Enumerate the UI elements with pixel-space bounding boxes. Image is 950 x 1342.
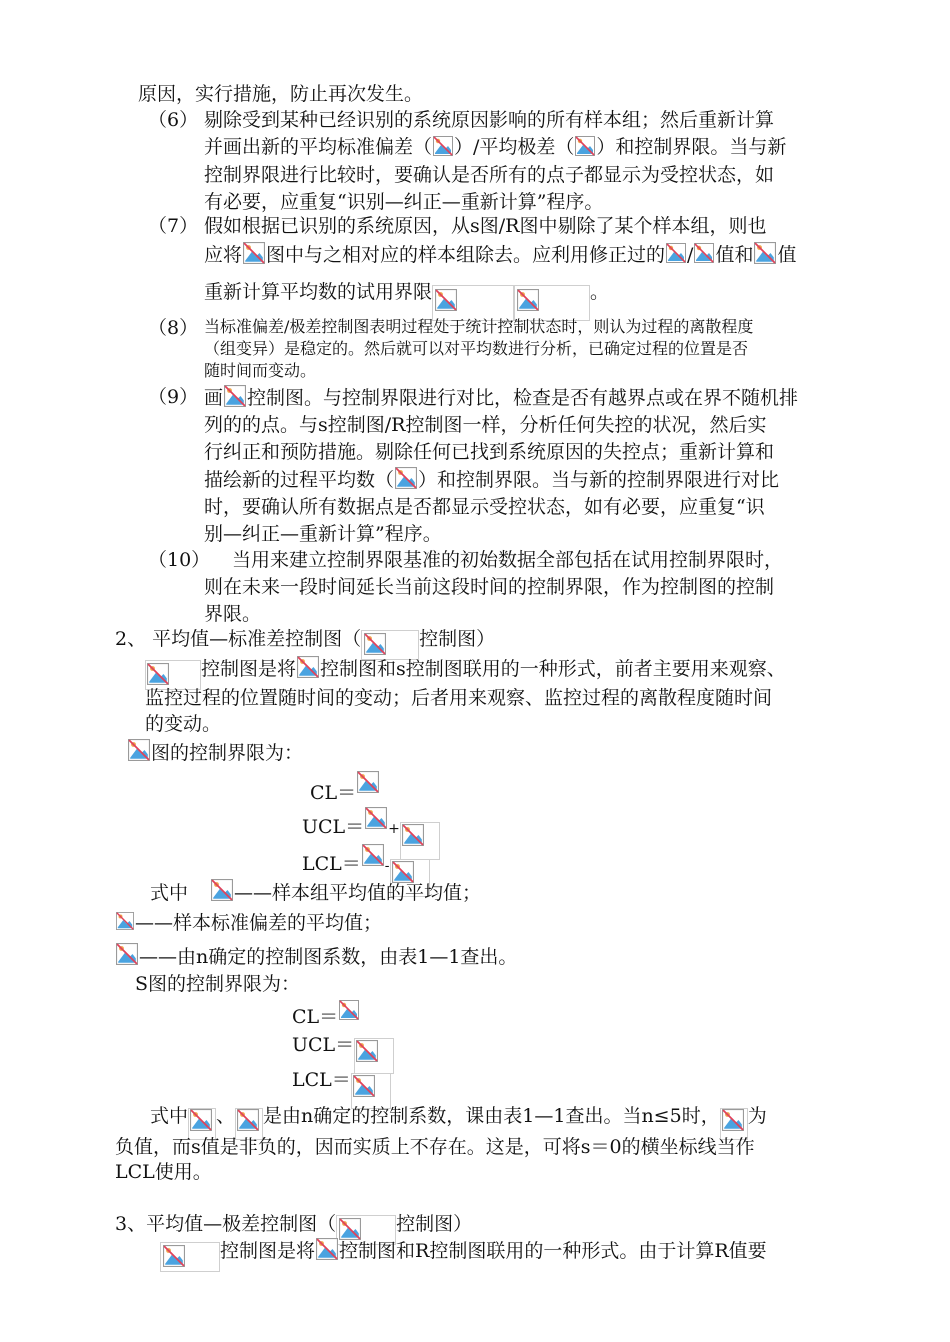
r-bar-revised-image-icon [694,242,714,264]
item-6-number: （6） [148,109,199,131]
section-3-heading-text-a: 3、平均值—极差控制图（ [115,1213,337,1235]
x-bar-symbol-section-3-icon [316,1238,338,1260]
item-8-line-3: 随时间而变动。 [204,361,317,380]
item-8-line-1: 当标准偏差/极差控制图表明过程处于统计控制状态时，则认为过程的离散程度 [204,317,754,336]
note-text-c: 是由n确定的控制系数，课由表1—1查出。当n≤5时， [263,1105,720,1127]
trial-limit-formula-1-icon [435,289,457,311]
item-7-text-b: 图中与之相对应的样本组除去。应利用修正过的 [266,244,666,266]
r-bar-image-icon [575,136,595,156]
b4-s-bar-icon [356,1040,378,1062]
section-2-text-b: 控制图和s控制图联用的一种形式，前者主要用来观察、 [320,658,786,680]
section-2-text-a: 控制图是将 [201,658,297,680]
definition-3-text: ——由n确定的控制图系数，由表1—1查出。 [139,946,518,968]
s-bar-def-icon [116,910,134,932]
item-9-text-b: 控制图。与控制界限进行对比，检查是否有越界点或在界不随机排 [247,387,799,409]
x-bar-r-symbol-icon [163,1245,185,1267]
item-9-line-1 [204,385,798,410]
item-6-line-3: 控制界限进行比较时，要确认是否所有的点子都显示为受控状态，如 [204,164,775,186]
item-7-text-a: 应将 [204,244,243,266]
item-6-line-1: 剔除受到某种已经识别的系统原因影响的所有样本组；然后重新计算 [204,109,775,131]
lcl-minus-sign: - [384,858,390,874]
note-text-a: 式中 [150,1105,189,1127]
xbar-ucl-label: UCL＝ [302,816,365,838]
item-7-text-f: 重新计算平均数的试用界限 [204,281,433,303]
item-6-text-b: ）/平均极差（ [454,136,575,158]
s-chart-heading: S图的控制界限为： [135,973,301,995]
x-double-bar-def-icon [211,878,233,902]
definition-3 [115,942,517,969]
item-6-line-4: 有必要，应重复“识别—纠正—重新计算”程序。 [204,191,604,213]
note-text-d: 为 [747,1105,767,1127]
lcl-coefficient-icon [722,1109,744,1131]
xbar-lcl-label: LCL＝ [302,853,361,875]
item-10-line-1: 当用来建立控制界限基准的初始数据全部包括在试用控制界限时， [232,549,784,571]
definition-2-text: ——样本标准偏差的平均值； [135,912,383,934]
x-bar-r-chart-symbol-icon [339,1218,361,1240]
item-10-line-3: 界限。 [204,603,262,625]
s-ucl-label: UCL＝ [292,1034,355,1056]
item-7-number: （7） [148,215,199,237]
definition-1-prefix: 式中 [150,882,189,904]
section-3-text-b: 控制图和R控制图联用的一种形式。由于计算R值要 [339,1240,767,1262]
x-double-bar-image-icon [754,242,776,264]
item-9-line-2: 列的的点。与s控制图/R控制图一样，分析任何失控的状况，然后实 [204,414,767,436]
section-2-line-4 [127,738,303,765]
definition-1-text: ——样本组平均值的平均值； [234,882,482,904]
x-bar-s-chart-symbol-icon [364,633,386,655]
process-mean-image-icon [395,467,417,489]
item-9-line-3: 行纠正和预防措施。剔除任何已找到系统原因的失控点；重新计算和 [204,441,775,463]
item-6-line-2 [204,135,786,159]
x-double-bar-ucl-icon [365,806,387,830]
item-7-line-1: 假如根据已识别的系统原因，从s图/R图中剔除了某个样本组，则也 [204,215,767,237]
section-3-line-1 [160,1238,767,1272]
s-cl-formula [292,999,360,1029]
coefficient-note-line-2: 负值，而s值是非负的，因而实质上不存在。这是，可将s＝0的横坐标线当作 [115,1136,755,1158]
b3-coefficient-icon [190,1109,212,1131]
item-9-text-d: ）和控制界限。当与新的控制界限进行对比 [418,469,780,491]
item-7-line-2 [204,242,796,267]
item-7-line-3 [204,280,609,321]
definition-1 [150,878,481,905]
paragraph-continuation: 原因，实行措施，防止再次发生。 [138,83,424,105]
x-double-bar-lcl-icon [362,843,384,867]
item-6-text-c: ）和控制界限。当与新 [596,136,787,158]
item-10-line-2: 则在未来一段时间延长当前这段时间的控制界限，作为控制图的控制 [204,576,775,598]
x-bar-symbol-icon [297,656,319,678]
item-7-text-d: 值和 [715,244,754,266]
section-3-text-a: 控制图是将 [220,1240,316,1262]
item-7-text-g: 。 [590,281,610,303]
x-bar-chart-image-icon [243,242,265,264]
item-6-text-a: 并画出新的平均标准偏差（ [204,136,433,158]
item-7-text-c: / [687,244,694,266]
item-8-line-2: （组变异）是稳定的。然后就可以对平均数进行分析，已确定过程的位置是否 [204,339,749,358]
section-2-heading-text-b: 控制图） [419,628,496,650]
trial-limit-formula-2-icon [517,289,539,311]
ucl-plus-sign: + [388,821,400,837]
definition-2 [115,910,382,935]
note-text-b: 、 [216,1105,236,1127]
item-9-line-5: 时，要确认所有数据点是否都显示受控状态，如有必要，应重复“识 [204,496,765,518]
item-8-number: （8） [148,317,199,339]
x-bar-s-symbol-icon [147,663,169,685]
x-bar-control-chart-icon [224,385,246,407]
item-7-text-e: 值 [777,244,797,266]
section-3-heading-text-b: 控制图） [396,1213,473,1235]
x-bar-r-symbol-frame [160,1242,220,1272]
section-2-line-2: 监控过程的位置随时间的变动；后者用来观察、监控过程的离散程度随时间 [145,687,773,709]
s-lcl-label: LCL＝ [292,1069,351,1091]
s-lcl-formula [292,1068,391,1109]
x-bar-chart-symbol-icon [128,738,150,762]
xbar-cl-formula [310,770,380,805]
item-9-line-6: 别—纠正—重新计算”程序。 [204,523,442,545]
a3-def-icon [116,942,138,966]
item-9-text-c: 描绘新的过程平均数（ [204,469,395,491]
section-2-line-3: 的变动。 [145,713,222,735]
section-2-line-1 [145,656,786,690]
b4-coefficient-icon [237,1109,259,1131]
b3-s-bar-icon [353,1075,375,1097]
s-bar-revised-image-icon [666,242,686,264]
s-bar-cl-icon [339,999,359,1021]
section-2-text-c: 图的控制界限为： [151,742,304,764]
xbar-cl-label: CL＝ [310,782,357,804]
item-9-line-4 [204,467,779,492]
s-cl-label: CL＝ [292,1006,339,1028]
section-2-heading-text-a: 2、 平均值—标准差控制图（ [115,628,362,650]
item-9-text-a: 画 [204,387,224,409]
item-10-number: （10） [148,549,211,571]
s-bar-image-icon [433,136,453,156]
item-9-number: （9） [148,386,199,408]
x-double-bar-cl-icon [357,770,379,794]
coefficient-note-line-3: LCL使用。 [115,1161,212,1183]
